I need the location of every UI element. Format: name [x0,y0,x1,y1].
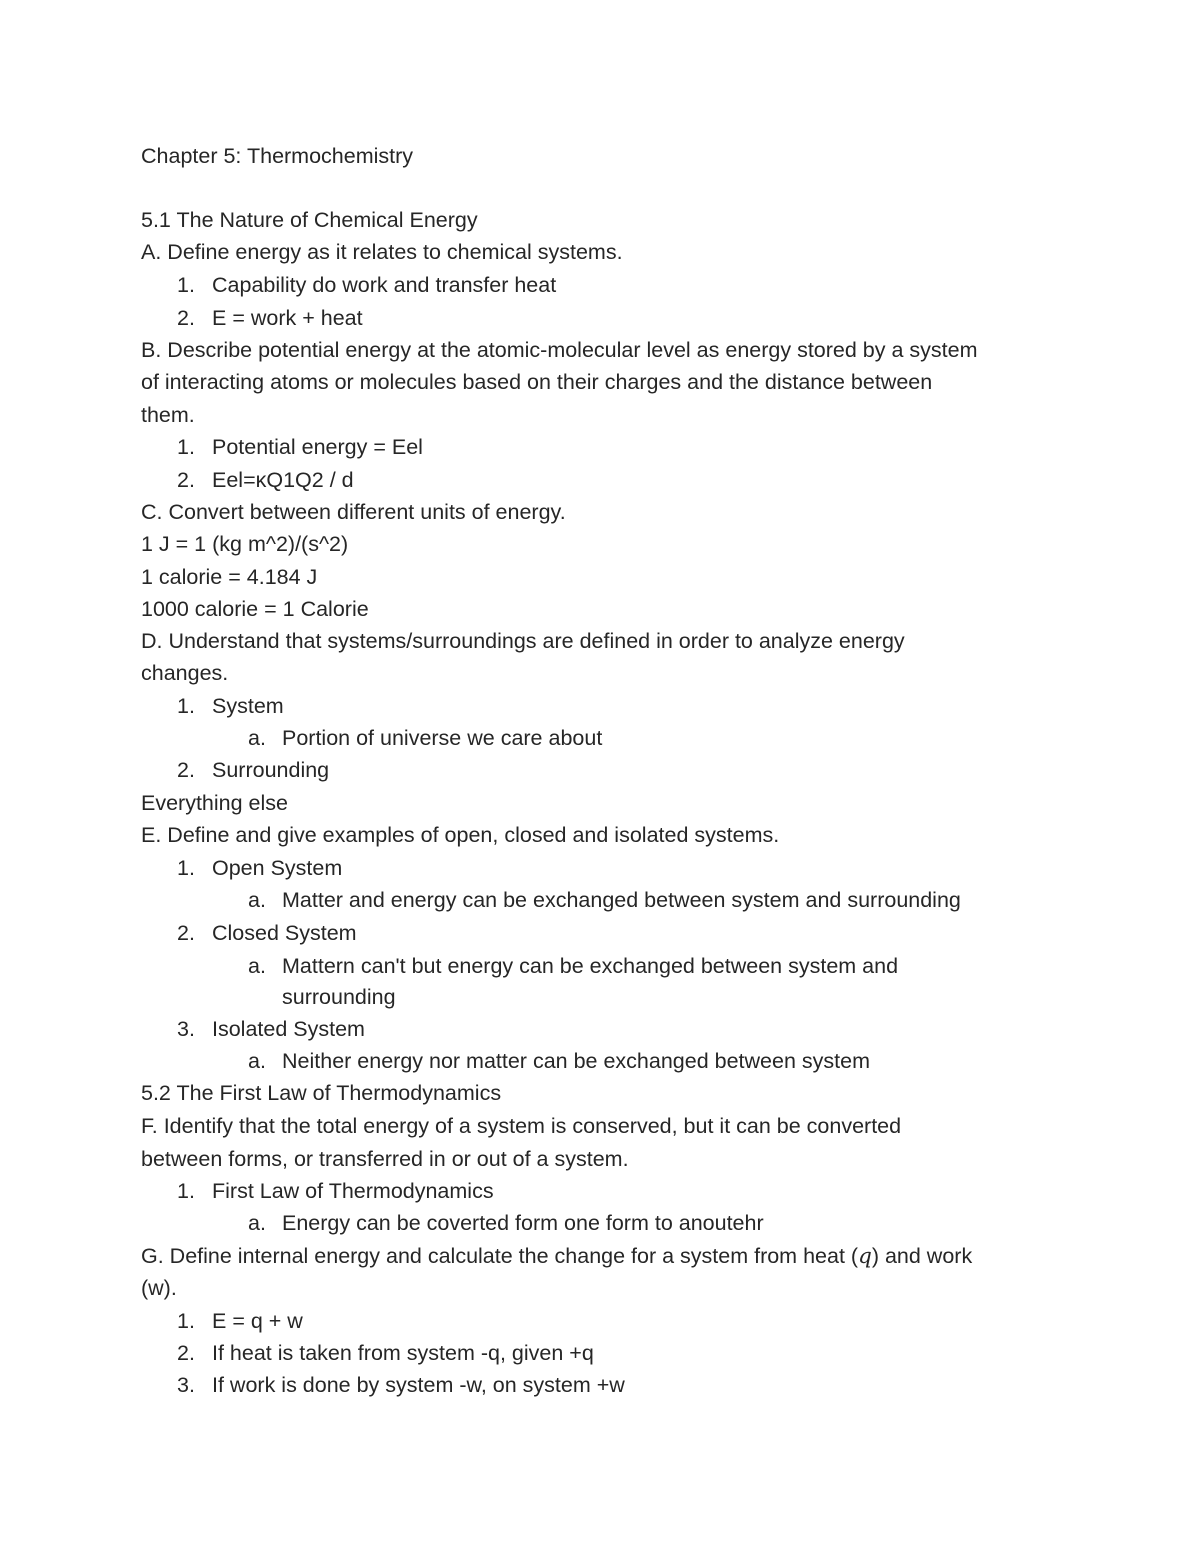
objective-text: changes. [141,661,229,685]
list-item: Open System [212,856,343,880]
objective-text-part: ) and work [871,1244,973,1268]
sub-list-marker: a. [248,726,266,750]
list-marker: 2. [177,1341,195,1365]
list-item: Eel=κQ1Q2 / d [212,468,354,492]
list-item: Potential energy = Eel [212,435,423,459]
objective-text: E. Define and give examples of open, closed and isolated systems. [141,823,780,847]
list-item: If work is done by system -w, on system +w [212,1373,625,1397]
list-marker: 1. [177,856,195,880]
objective-text: D. Understand that systems/surroundings are defined in order to analyze energy [141,629,905,653]
list-marker: 3. [177,1373,195,1397]
sub-list-marker: a. [248,888,266,912]
list-marker: 2. [177,468,195,492]
list-item: First Law of Thermodynamics [212,1179,494,1203]
chapter-title: Chapter 5: Thermochemistry [141,144,414,168]
objective-text: them. [141,403,195,427]
plain-text: Everything else [141,791,288,815]
list-marker: 2. [177,921,195,945]
objective-text: (w). [141,1276,177,1300]
objective-text: C. Convert between different units of energy. [141,500,566,524]
objective-text: of interacting atoms or molecules based on their charges and the distance between [141,370,933,394]
equation-line: 1 calorie = 4.184 J [141,565,318,589]
list-marker: 1. [177,1179,195,1203]
list-item: Closed System [212,921,357,945]
list-marker: 1. [177,1309,195,1333]
sub-list-item: Mattern can't but energy can be exchanged between system and [282,954,899,978]
list-marker: 2. [177,306,195,330]
list-marker: 1. [177,273,195,297]
sub-list-marker: a. [248,1211,266,1235]
list-item: E = work + heat [212,306,363,330]
list-item: Surrounding [212,758,330,782]
sub-list-item: Portion of universe we care about [282,726,603,750]
objective-text: F. Identify that the total energy of a system is conserved, but it can be converted [141,1114,902,1138]
section-heading: 5.1 The Nature of Chemical Energy [141,208,478,232]
section-heading: 5.2 The First Law of Thermodynamics [141,1081,502,1105]
list-item: System [212,694,284,718]
sub-list-item-continuation: surrounding [282,985,396,1009]
list-item: If heat is taken from system -q, given +q [212,1341,594,1365]
objective-text-part: G. Define internal energy and calculate the change for a system from heat ( [141,1244,859,1268]
list-item: Capability do work and transfer heat [212,273,557,297]
list-item: Isolated System [212,1017,365,1041]
list-marker: 2. [177,758,195,782]
sub-list-item: Neither energy nor matter can be exchanged between system [282,1049,870,1073]
sub-list-item: Energy can be coverted form one form to anoutehr [282,1211,764,1235]
heat-variable: q [858,1244,872,1269]
list-marker: 1. [177,694,195,718]
equation-line: 1 J = 1 (kg m^2)/(s^2) [141,532,349,556]
sub-list-marker: a. [248,1049,266,1073]
list-marker: 3. [177,1017,195,1041]
sub-list-item: Matter and energy can be exchanged between system and surrounding [282,888,961,912]
list-item: E = q + w [212,1309,303,1333]
objective-text: B. Describe potential energy at the atomic-molecular level as energy stored by a system [141,338,978,362]
objective-text: A. Define energy as it relates to chemical systems. [141,240,623,264]
objective-text: between forms, or transferred in or out of a system. [141,1147,629,1171]
list-marker: 1. [177,435,195,459]
equation-line: 1000 calorie = 1 Calorie [141,597,369,621]
sub-list-marker: a. [248,954,266,978]
objective-text [141,1244,972,1269]
